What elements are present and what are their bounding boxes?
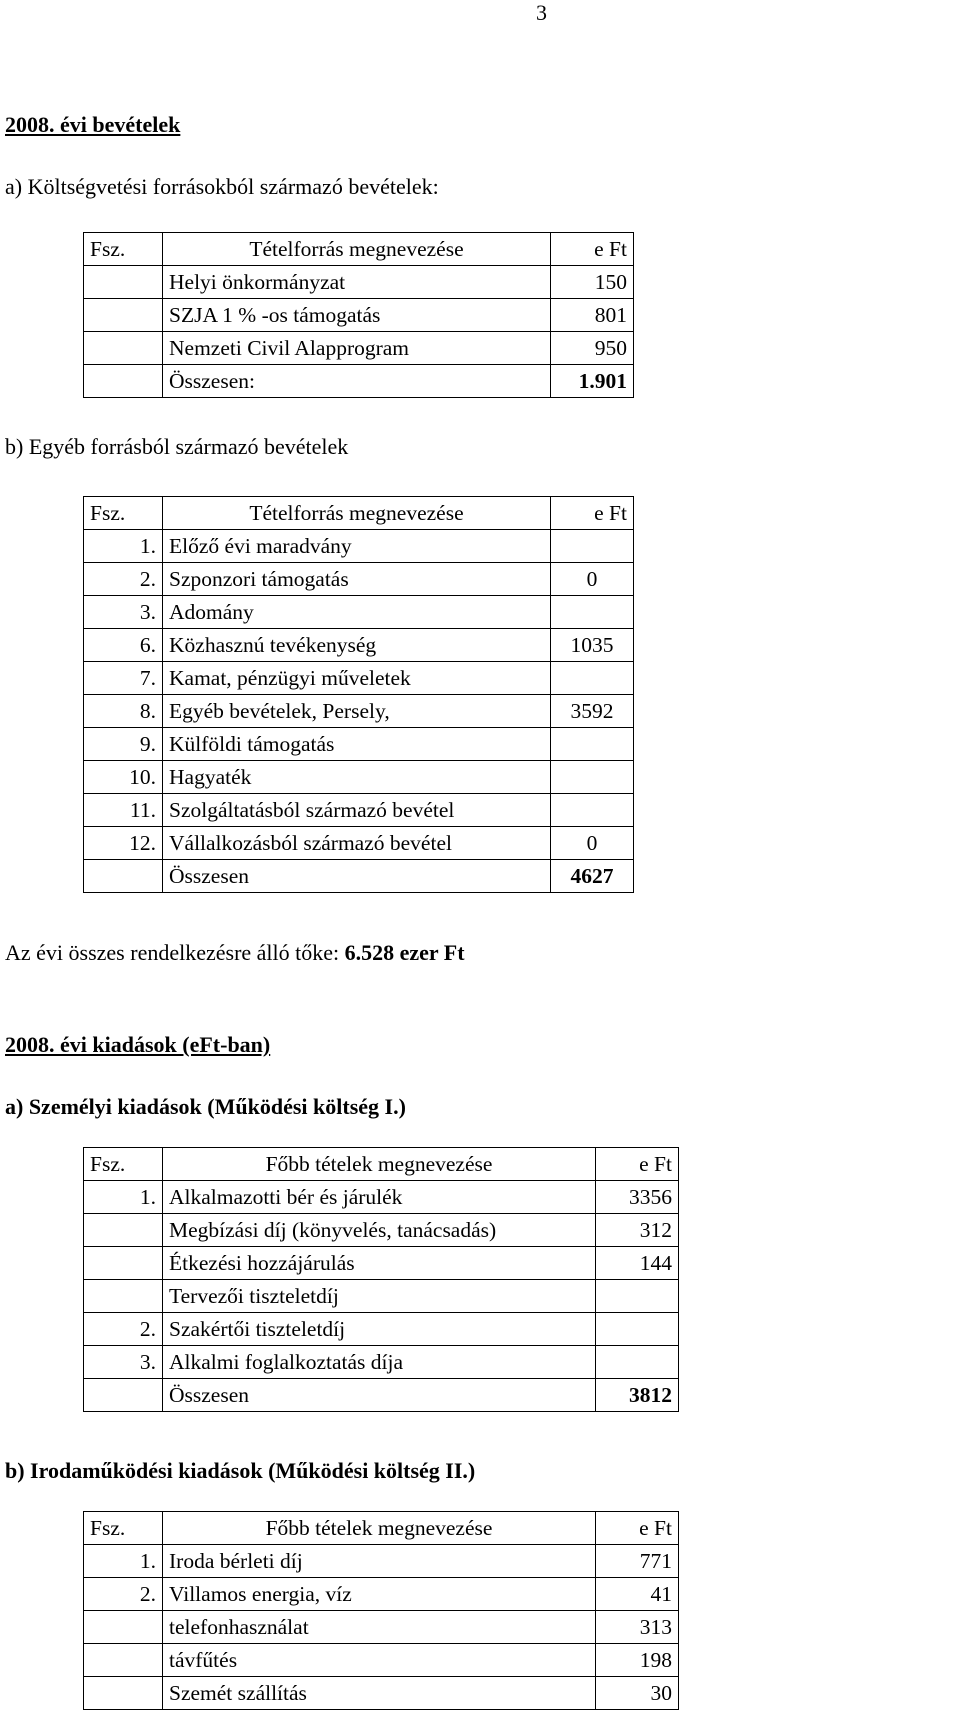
cell-no — [84, 1379, 163, 1412]
cell-no: 1. — [84, 1181, 163, 1214]
cell-no — [84, 1247, 163, 1280]
expenses-section-b-title: b) Irodaműködési kiadások (Működési költség II.) — [5, 1458, 476, 1483]
cell-value — [551, 728, 634, 761]
cell-no — [84, 1214, 163, 1247]
table-row — [84, 1578, 679, 1611]
cell-name: Iroda bérleti díj — [163, 1545, 596, 1578]
cell-name: SZJA 1 % -os támogatás — [163, 299, 551, 332]
table-header-row — [84, 233, 634, 266]
income-table-a — [83, 232, 634, 398]
header-cell: e Ft — [596, 1148, 679, 1181]
income-table-b — [83, 496, 634, 893]
cell-name: telefonhasználat — [163, 1611, 596, 1644]
cell-name: távfűtés — [163, 1644, 596, 1677]
cell-value: 3812 — [596, 1379, 679, 1412]
table-row — [84, 662, 634, 695]
cell-name: Összesen: — [163, 365, 551, 398]
table-row — [84, 1611, 679, 1644]
cell-value — [551, 596, 634, 629]
cell-no — [84, 1280, 163, 1313]
cell-no: 3. — [84, 1346, 163, 1379]
cell-value — [551, 662, 634, 695]
table-total-row — [84, 1379, 679, 1412]
cell-name: Hagyaték — [163, 761, 551, 794]
table-row — [84, 299, 634, 332]
cell-name: Szolgáltatásból származó bevétel — [163, 794, 551, 827]
cell-name: Kamat, pénzügyi műveletek — [163, 662, 551, 695]
cell-value: 313 — [596, 1611, 679, 1644]
expenses-heading: 2008. évi kiadások (eFt-ban) — [5, 1032, 271, 1057]
cell-name: Megbízási díj (könyvelés, tanácsadás) — [163, 1214, 596, 1247]
cell-no: 2. — [84, 563, 163, 596]
cell-name: Vállalkozásból származó bevétel — [163, 827, 551, 860]
cell-no — [84, 332, 163, 365]
table-row — [84, 1346, 679, 1379]
cell-value: 950 — [551, 332, 634, 365]
cell-no — [84, 299, 163, 332]
cell-name: Egyéb bevételek, Persely, — [163, 695, 551, 728]
table-row — [84, 728, 634, 761]
header-cell: e Ft — [551, 497, 634, 530]
header-cell: Fsz. — [84, 497, 163, 530]
table-row — [84, 794, 634, 827]
cell-no — [84, 266, 163, 299]
income-section-b-title: b) Egyéb forrásból származó bevételek — [5, 434, 349, 459]
income-section-a-title: a) Költségvetési forrásokból származó bevételek: — [5, 174, 439, 199]
header-cell: e Ft — [551, 233, 634, 266]
cell-value: 198 — [596, 1644, 679, 1677]
cell-no — [84, 1644, 163, 1677]
cell-value: 1035 — [551, 629, 634, 662]
cell-no: 2. — [84, 1313, 163, 1346]
income-total-text: Az évi összes rendelkezésre álló tőke: — [5, 940, 340, 965]
table-row — [84, 1214, 679, 1247]
table-row — [84, 1181, 679, 1214]
expenses-table-b — [83, 1511, 679, 1710]
table-row — [84, 1313, 679, 1346]
cell-name: Összesen — [163, 860, 551, 893]
cell-value: 771 — [596, 1545, 679, 1578]
cell-name: Alkalmi foglalkoztatás díja — [163, 1346, 596, 1379]
header-cell: Tételforrás megnevezése — [163, 233, 551, 266]
cell-value: 0 — [551, 563, 634, 596]
cell-no: 6. — [84, 629, 163, 662]
table-row — [84, 1545, 679, 1578]
cell-name: Alkalmazotti bér és járulék — [163, 1181, 596, 1214]
table-row — [84, 332, 634, 365]
cell-name: Külföldi támogatás — [163, 728, 551, 761]
cell-value: 312 — [596, 1214, 679, 1247]
cell-value: 150 — [551, 266, 634, 299]
table-row — [84, 1644, 679, 1677]
cell-no — [84, 1677, 163, 1710]
income-heading: 2008. évi bevételek — [5, 112, 181, 137]
page-number: 3 — [536, 0, 547, 25]
cell-no: 12. — [84, 827, 163, 860]
cell-value — [596, 1313, 679, 1346]
header-cell: Fsz. — [84, 233, 163, 266]
cell-name: Összesen — [163, 1379, 596, 1412]
cell-name: Szakértői tiszteletdíj — [163, 1313, 596, 1346]
cell-name: Előző évi maradvány — [163, 530, 551, 563]
cell-no: 10. — [84, 761, 163, 794]
cell-name: Adomány — [163, 596, 551, 629]
header-cell: Fsz. — [84, 1512, 163, 1545]
table-header-row — [84, 1148, 679, 1181]
expenses-table-a — [83, 1147, 679, 1412]
cell-value — [596, 1346, 679, 1379]
cell-no: 2. — [84, 1578, 163, 1611]
cell-no: 7. — [84, 662, 163, 695]
header-cell: e Ft — [596, 1512, 679, 1545]
table-header-row — [84, 1512, 679, 1545]
cell-no: 3. — [84, 596, 163, 629]
cell-no: 9. — [84, 728, 163, 761]
header-cell: Fsz. — [84, 1148, 163, 1181]
table-row — [84, 1677, 679, 1710]
table-row — [84, 827, 634, 860]
cell-value: 1.901 — [551, 365, 634, 398]
header-cell: Főbb tételek megnevezése — [163, 1148, 596, 1181]
cell-no — [84, 860, 163, 893]
cell-name: Tervezői tiszteletdíj — [163, 1280, 596, 1313]
table-header-row — [84, 497, 634, 530]
cell-value: 0 — [551, 827, 634, 860]
table-row — [84, 563, 634, 596]
cell-value: 3356 — [596, 1181, 679, 1214]
table-row — [84, 629, 634, 662]
cell-name: Közhasznú tevékenység — [163, 629, 551, 662]
cell-no — [84, 365, 163, 398]
header-cell: Főbb tételek megnevezése — [163, 1512, 596, 1545]
cell-value — [551, 530, 634, 563]
cell-value: 3592 — [551, 695, 634, 728]
income-total-value: 6.528 ezer Ft — [344, 940, 465, 965]
cell-value — [551, 761, 634, 794]
table-row — [84, 596, 634, 629]
cell-no — [84, 1611, 163, 1644]
table-row — [84, 1280, 679, 1313]
cell-name: Étkezési hozzájárulás — [163, 1247, 596, 1280]
cell-value — [596, 1280, 679, 1313]
cell-no: 8. — [84, 695, 163, 728]
income-total-line — [5, 940, 465, 966]
table-row — [84, 266, 634, 299]
table-total-row — [84, 365, 634, 398]
table-total-row — [84, 860, 634, 893]
expenses-section-a-title: a) Személyi kiadások (Működési költség I.) — [5, 1094, 406, 1119]
table-row — [84, 530, 634, 563]
cell-value: 30 — [596, 1677, 679, 1710]
cell-name: Nemzeti Civil Alapprogram — [163, 332, 551, 365]
cell-name: Szemét szállítás — [163, 1677, 596, 1710]
table-row — [84, 761, 634, 794]
cell-no: 11. — [84, 794, 163, 827]
cell-no: 1. — [84, 1545, 163, 1578]
header-cell: Tételforrás megnevezése — [163, 497, 551, 530]
cell-no: 1. — [84, 530, 163, 563]
cell-value: 801 — [551, 299, 634, 332]
cell-name: Helyi önkormányzat — [163, 266, 551, 299]
cell-value: 41 — [596, 1578, 679, 1611]
cell-value: 144 — [596, 1247, 679, 1280]
table-row — [84, 1247, 679, 1280]
cell-value: 4627 — [551, 860, 634, 893]
cell-value — [551, 794, 634, 827]
cell-name: Villamos energia, víz — [163, 1578, 596, 1611]
cell-name: Szponzori támogatás — [163, 563, 551, 596]
table-row — [84, 695, 634, 728]
